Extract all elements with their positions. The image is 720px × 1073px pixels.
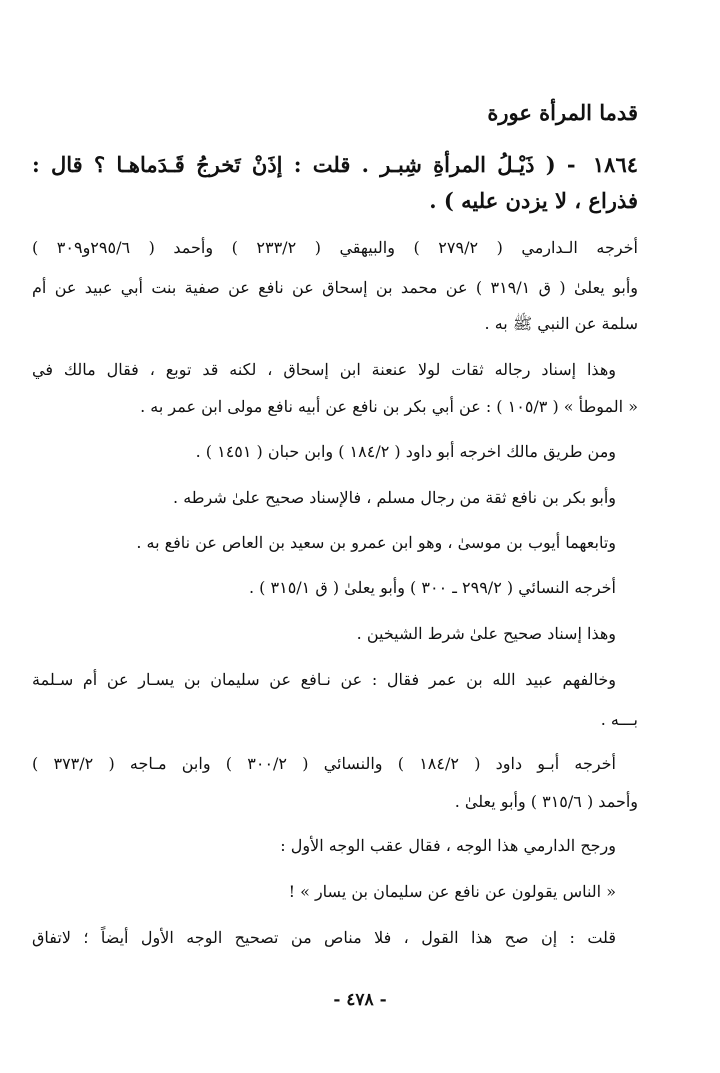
paragraph-line: وأبو بكر بن نافع ثقة من رجال مسلم ، فالإسناد صحيح علىٰ شرطه . bbox=[173, 488, 616, 507]
paragraph-line: قلت : إن صح هذا القول ، فلا مناص من تصحيح الوجه الأول أيضاً ؛ لاتفاق bbox=[32, 928, 616, 947]
paragraph-line: وأحمد ( ٣١٥/٦ ) وأبو يعلىٰ . bbox=[454, 792, 638, 811]
paragraph-line: وهذا إسناد رجاله ثقات لولا عنعنة ابن إسحاق ، لكنه قد توبع ، فقال مالك في bbox=[32, 360, 616, 379]
hadith-text-line-2: فذراع ، لا يزدن عليه ) . bbox=[429, 188, 638, 213]
paragraph-line: « الموطأ » ( ١٠٥/٣ ) : عن أبي بكر بن نافع عن أبيه نافع مولى ابن عمر به . bbox=[140, 397, 638, 416]
paragraph-line: أخرجه النسائي ( ٢٩٩/٢ ـ ٣٠٠ ) وأبو يعلىٰ ( ق ٣١٥/١ ) . bbox=[249, 578, 616, 597]
hadith-text-line-1 bbox=[32, 152, 638, 177]
paragraph-line: أخرجه أبـو داود ( ١٨٤/٢ ) والنسائي ( ٣٠٠/٢ ) وابن مـاجه ( ٣٧٣/٢ ) bbox=[32, 754, 617, 773]
paragraph-line: ومن طريق مالك اخرجه أبو داود ( ١٨٤/٢ ) وابن حبان ( ١٤٥١ ) . bbox=[195, 442, 616, 461]
document-page bbox=[32, 0, 638, 1073]
paragraph-line: وتابعهما أيوب بن موسىٰ ، وهو ابن عمرو بن سعيد بن العاص عن نافع به . bbox=[136, 533, 616, 552]
paragraph-line: ورجح الدارمي هذا الوجه ، فقال عقب الوجه الأول : bbox=[280, 836, 616, 855]
paragraph-line: وخالفهم عبيد الله بن عمر فقال : عن نـافع عن سليمان بن يسـار عن أم سـلمة bbox=[32, 670, 616, 689]
hadith-number: ١٨٦٤ bbox=[592, 152, 639, 177]
page-number: - ٤٧٨ - bbox=[333, 990, 387, 1010]
paragraph-line: بـــه . bbox=[600, 710, 638, 729]
paragraph-line: أخرجه الـدارمي ( ٢٧٩/٢ ) والبيهقي ( ٢٣٣/٢ ) وأحمد ( ٢٩٥/٦و٣٠٩ ) bbox=[32, 238, 638, 257]
section-title: قدما المرأة عورة bbox=[487, 100, 638, 125]
paragraph-line: وهذا إسناد صحيح علىٰ شرط الشيخين . bbox=[356, 624, 616, 643]
quoted-line: « الناس يقولون عن نافع عن سليمان بن يسار » ! bbox=[288, 882, 616, 901]
hadith-text: - ( ذَيْـلُ المرأةِ شِبـر . قلت : إذَنْ تَخرجُ قَـدَماهـا ؟ قال : bbox=[32, 152, 576, 177]
paragraph-line: سلمة عن النبي ﷺ به . bbox=[484, 314, 638, 333]
paragraph-line: وأبو يعلىٰ ( ق ٣١٩/١ ) عن محمد بن إسحاق عن نافع عن صفية بنت أبي عبيد عن أم bbox=[32, 278, 638, 297]
